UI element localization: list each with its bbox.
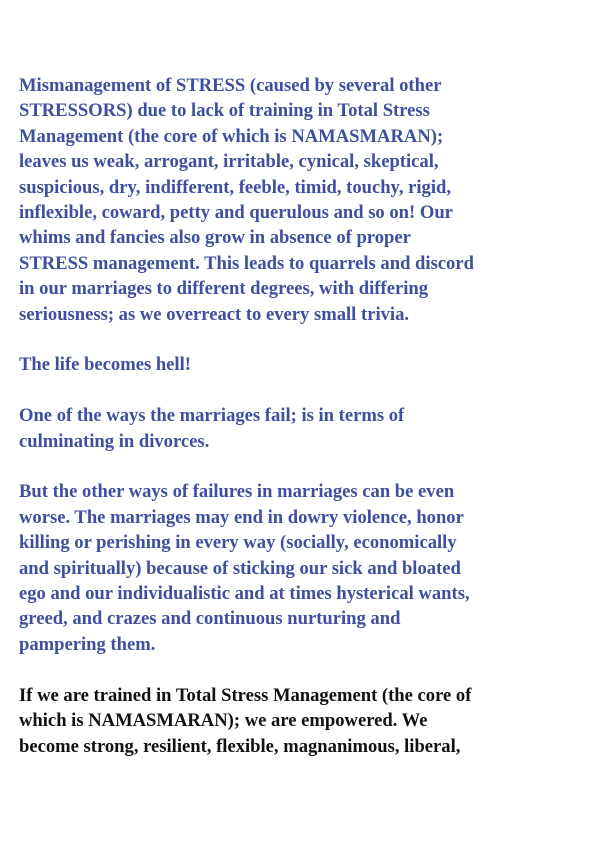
text-line: culminating in divorces. — [19, 430, 210, 452]
text-line: Mismanagement of STRESS (caused by several other — [19, 75, 442, 96]
text-line: If we are trained in Total Stress Management (the core of — [19, 684, 472, 706]
text-line: which is NAMASMARAN); we are empowered. We — [19, 710, 428, 732]
paragraph-spacer — [19, 327, 587, 352]
text-line: in our marriages to different degrees, with differing — [19, 278, 428, 300]
paragraph-life-hell — [19, 352, 587, 377]
text-line: One of the ways the marriages fail; is in terms of — [19, 405, 405, 427]
paragraph-spacer — [19, 378, 587, 403]
text-line: Management (the core of which is NAMASMARAN); — [19, 125, 444, 147]
text-line: The life becomes hell! — [19, 354, 191, 376]
paragraph-spacer — [19, 454, 587, 479]
paragraph-divorces — [19, 403, 587, 454]
text-line: and spiritually) because of sticking our sick and bloated — [19, 557, 461, 579]
text-line: greed, and crazes and continuous nurturing and — [19, 608, 401, 630]
paragraph-stress-mismanagement — [19, 73, 587, 327]
text-line: STRESSORS) due to lack of training in Total Stress — [19, 100, 430, 122]
text-line: killing or perishing in every way (socially, economically — [19, 532, 457, 554]
text-line: leaves us weak, arrogant, irritable, cynical, skeptical, — [19, 151, 439, 173]
text-line: STRESS management. This leads to quarrels and discord — [19, 252, 474, 274]
text-line: whims and fancies also grow in absence of proper — [19, 227, 411, 249]
paragraph-empowered — [19, 683, 587, 759]
document-page — [19, 73, 587, 759]
text-line: seriousness; as we overreact to every small trivia. — [19, 303, 410, 325]
text-line: inflexible, coward, petty and querulous and so on! Our — [19, 202, 453, 224]
text-line: become strong, resilient, flexible, magnanimous, liberal, — [19, 735, 461, 757]
text-line: ego and our individualistic and at times hysterical wants, — [19, 583, 470, 605]
text-line: pampering them. — [19, 633, 156, 655]
text-line: But the other ways of failures in marriages can be even — [19, 481, 455, 503]
paragraph-other-failures — [19, 479, 587, 657]
text-line: suspicious, dry, indifferent, feeble, timid, touchy, rigid, — [19, 176, 451, 198]
text-line: worse. The marriages may end in dowry violence, honor — [19, 506, 464, 528]
paragraph-spacer — [19, 657, 587, 682]
